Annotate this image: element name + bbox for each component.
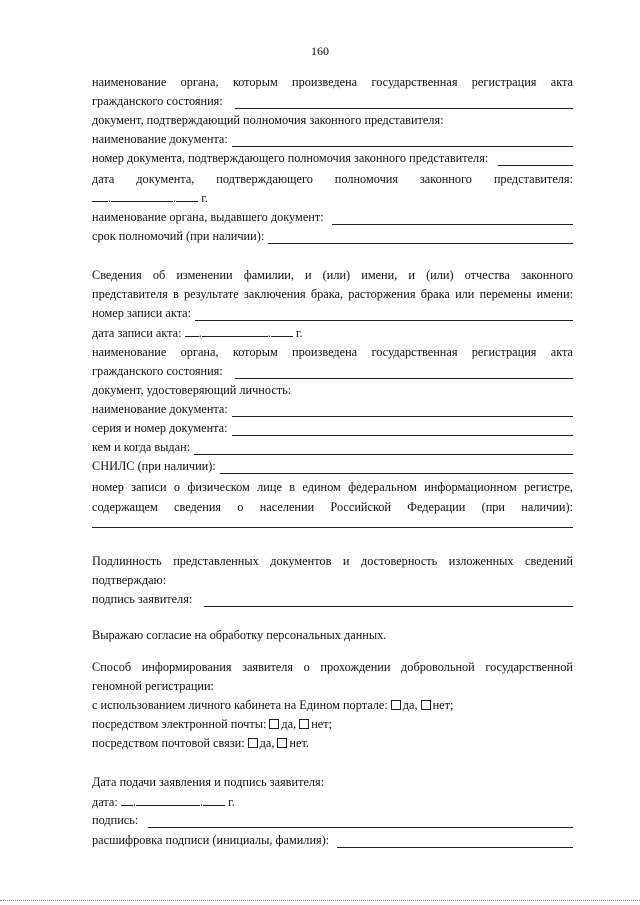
page-number: 160 — [311, 44, 329, 58]
post-option[interactable]: посредством почтовой связи: да, нет. — [92, 736, 309, 750]
change-line-2: представителя в результате заключения брака, расторжения брака или перемены имени: — [92, 287, 573, 301]
doc-name-field[interactable]: наименование документа: — [92, 132, 573, 147]
org-line-2: наименование органа, которым произведена государственная регистрация акта — [92, 345, 573, 359]
series-number-field[interactable]: серия и номер документа: — [92, 421, 573, 436]
register-field[interactable] — [92, 516, 573, 528]
power-doc-heading: документ, подтверждающий полномочия законного представителя: — [92, 113, 444, 127]
applicant-signature-field[interactable]: подпись заявителя: — [92, 592, 573, 607]
confirm-line-2: подтверждаю: — [92, 573, 167, 587]
org-line: наименование органа, которым произведена государственная регистрация акта — [92, 75, 573, 89]
checkbox-icon[interactable] — [299, 719, 309, 729]
issued-by-field[interactable]: кем и когда выдан: — [92, 440, 573, 455]
change-line: Сведения об изменении фамилии, и (или) имени, и (или) отчества законного — [92, 268, 573, 282]
checkbox-icon[interactable] — [269, 719, 279, 729]
register-line-2: содержащем сведения о населении Российской Федерации (при наличии): — [92, 500, 573, 514]
portal-option[interactable]: с использованием личного кабинета на Едином портале: да, нет; — [92, 698, 454, 712]
checkbox-icon[interactable] — [277, 738, 287, 748]
submit-heading: Дата подачи заявления и подпись заявителя: — [92, 775, 325, 789]
doc-date-line: дата документа, подтверждающего полномочия законного представителя: — [92, 172, 573, 186]
record-number-field[interactable]: номер записи акта: — [92, 306, 573, 321]
doc-date-field[interactable]: . . г. — [92, 190, 573, 206]
inform-line: Способ информирования заявителя о прохождении добровольной государственной — [92, 660, 573, 674]
submit-date-field[interactable]: дата: . . г. — [92, 795, 235, 809]
snils-field[interactable]: СНИЛС (при наличии): — [92, 459, 573, 474]
email-option[interactable]: посредством электронной почты: да, нет; — [92, 717, 333, 731]
org-field[interactable]: гражданского состояния: — [92, 94, 573, 109]
inform-line-2: геномной регистрации: — [92, 679, 214, 693]
issuer-field[interactable]: наименование органа, выдавшего документ: — [92, 210, 573, 225]
term-field[interactable]: срок полномочий (при наличии): — [92, 229, 573, 244]
id-doc-heading: документ, удостоверяющий личность: — [92, 383, 292, 397]
checkbox-icon[interactable] — [248, 738, 258, 748]
confirm-line: Подлинность представленных документов и достоверность изложенных сведений — [92, 554, 573, 568]
id-doc-name-field[interactable]: наименование документа: — [92, 402, 573, 417]
record-date-field[interactable]: дата записи акта: . . г. — [92, 326, 303, 340]
doc-number-field[interactable]: номер документа, подтверждающего полномочия законного представителя: — [92, 151, 573, 166]
checkbox-icon[interactable] — [391, 700, 401, 710]
page-edge — [0, 900, 640, 905]
consent-text: Выражаю согласие на обработку персональных данных. — [92, 628, 387, 642]
checkbox-icon[interactable] — [421, 700, 431, 710]
register-line: номер записи о физическом лице в едином федеральном информационном регистре, — [92, 480, 573, 494]
signature-field[interactable]: подпись: — [92, 813, 573, 828]
decoding-field[interactable]: расшифровка подписи (инициалы, фамилия): — [92, 833, 573, 848]
org-field-2[interactable]: гражданского состояния: — [92, 364, 573, 379]
